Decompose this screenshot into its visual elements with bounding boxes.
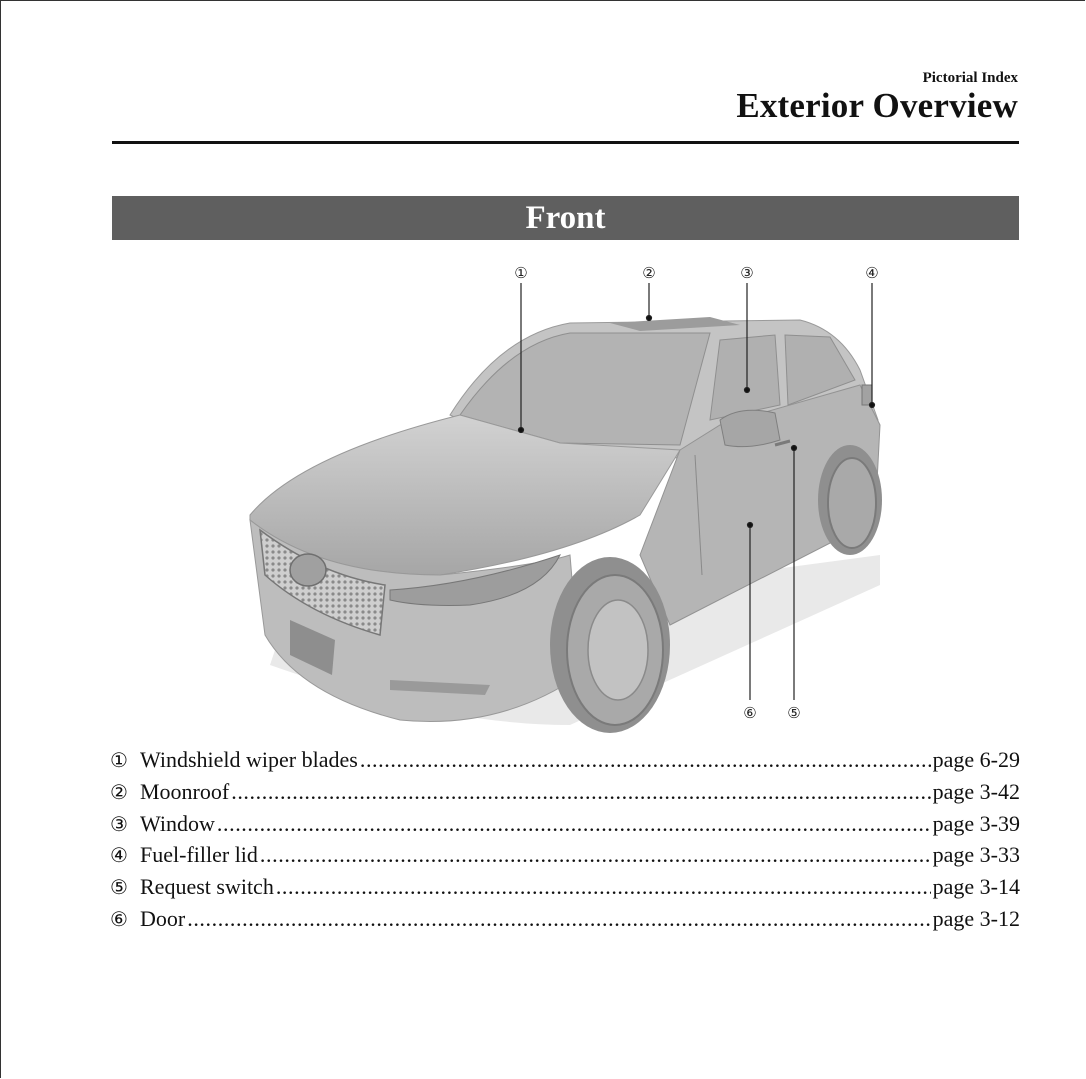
legend-num: ② (110, 779, 128, 804)
leader-dot-6 (748, 523, 753, 528)
callout-5: ⑤ (787, 704, 801, 722)
dot-leader (260, 842, 931, 868)
legend-label: Door (140, 905, 186, 931)
dot-leader (217, 811, 931, 837)
page-title: Exterior Overview (736, 86, 1018, 125)
legend-num: ⑥ (110, 906, 128, 931)
legend-page-ref[interactable]: page 3-14 (932, 874, 1020, 900)
car-fuel-lid (862, 385, 872, 405)
leader-dot-1 (519, 428, 524, 433)
legend-row (110, 842, 1020, 874)
legend-num: ④ (110, 843, 128, 868)
car-side-window (710, 335, 780, 420)
car-front-rim (588, 600, 648, 700)
legend-page-ref[interactable]: page 3-33 (932, 842, 1020, 868)
dot-leader (276, 874, 931, 900)
legend-row (110, 811, 1020, 843)
dot-leader (231, 779, 930, 805)
callout-4: ④ (865, 264, 879, 282)
title-rule (112, 141, 1019, 144)
callout-2: ② (642, 264, 656, 282)
dot-leader (360, 747, 931, 773)
legend-num: ③ (110, 811, 128, 836)
leader-dot-4 (870, 403, 875, 408)
legend-page-ref[interactable]: page 3-39 (932, 810, 1020, 836)
legend-row (110, 874, 1020, 906)
legend-page-ref[interactable]: page 3-12 (932, 905, 1020, 931)
section-label: Pictorial Index (922, 70, 1018, 86)
legend-num: ① (110, 748, 128, 772)
legend-num: ⑤ (110, 875, 128, 900)
car-illustration (240, 255, 900, 735)
callout-3: ③ (740, 264, 754, 282)
car-emblem (290, 554, 326, 586)
legend-label: Moonroof (140, 778, 230, 804)
legend-label: Request switch (140, 874, 274, 900)
legend-row (110, 906, 1020, 938)
leader-dot-3 (745, 388, 750, 393)
legend-page-ref[interactable]: page 6-29 (932, 747, 1020, 772)
legend-row (110, 779, 1020, 811)
car-rear-wheel (828, 458, 876, 548)
legend-label: Windshield wiper blades (140, 747, 358, 772)
legend-page-ref[interactable]: page 3-42 (932, 778, 1020, 804)
dot-leader (187, 906, 930, 932)
callout-1: ① (514, 264, 528, 282)
legend-label: Fuel-filler lid (140, 842, 258, 868)
leader-dot-2 (647, 316, 652, 321)
legend-row (110, 747, 1020, 779)
legend-label: Window (140, 810, 215, 836)
legend-list (110, 747, 1020, 938)
leader-dot-5 (792, 446, 797, 451)
callout-6: ⑥ (743, 704, 757, 722)
front-banner: Front (112, 196, 1019, 240)
car-side-mirror (720, 410, 780, 446)
